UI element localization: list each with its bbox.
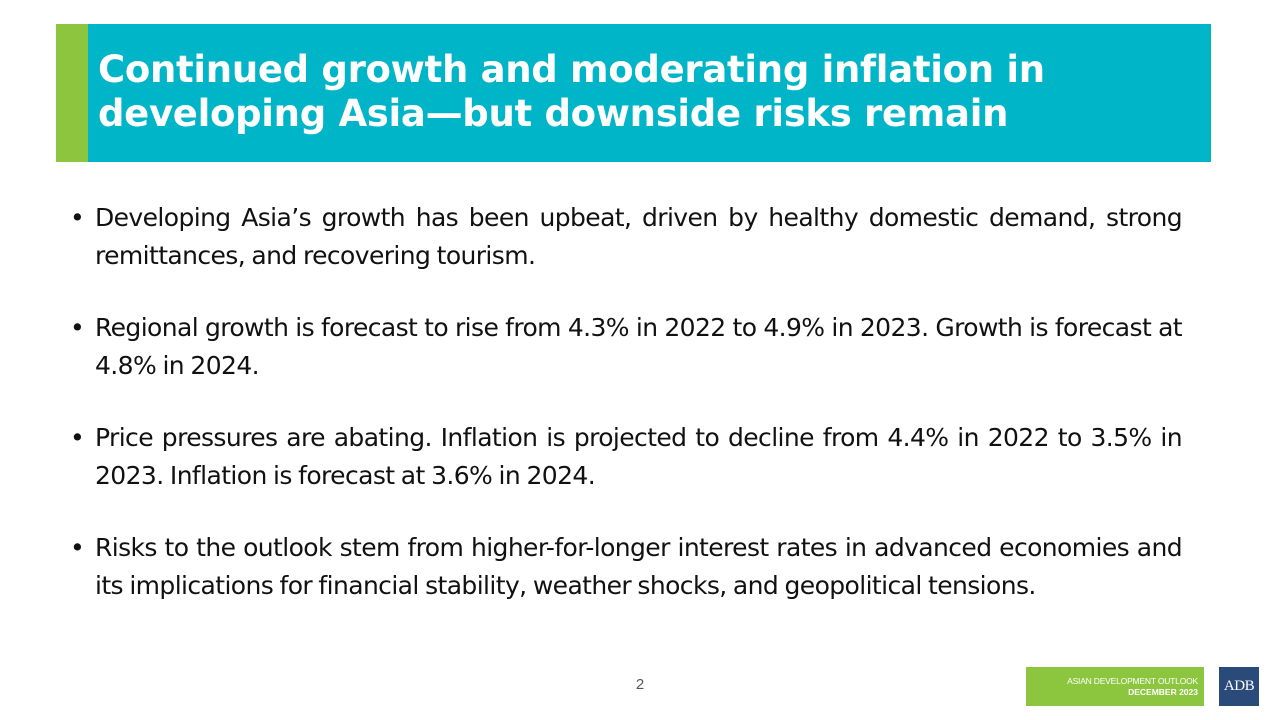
bullet-item bbox=[70, 199, 1182, 275]
slide-title: Continued growth and moderating inflation in developing Asia—but downside risks remain bbox=[98, 48, 1045, 135]
publication-badge bbox=[1026, 667, 1204, 706]
adb-logo: ADB bbox=[1219, 667, 1259, 706]
bullet-icon: • bbox=[70, 533, 85, 562]
page-number: 2 bbox=[635, 676, 645, 693]
title-banner bbox=[56, 24, 1211, 162]
bullet-text: Price pressures are abating. Inflation is projected to decline from 4.4% in 2022 to 3.5% in 2023. Inflation is forecast at 3.6% in 2024. bbox=[95, 423, 1182, 490]
bullet-list bbox=[70, 199, 1182, 639]
publication-name: ASIAN DEVELOPMENT OUTLOOK bbox=[1067, 676, 1198, 686]
bullet-icon: • bbox=[70, 423, 85, 452]
bullet-icon: • bbox=[70, 313, 85, 342]
bullet-text: Developing Asia’s growth has been upbeat, driven by healthy domestic demand, strong remittances, and recovering tourism. bbox=[95, 203, 1182, 270]
publication-edition: DECEMBER 2023 bbox=[1128, 687, 1198, 697]
bullet-text: Risks to the outlook stem from higher-for-longer interest rates in advanced economies and its implications for financial stability, weather shocks, and geopolitical tensions. bbox=[95, 533, 1182, 600]
bullet-item bbox=[70, 419, 1182, 495]
title-accent-stripe bbox=[56, 24, 88, 162]
bullet-item bbox=[70, 529, 1182, 605]
bullet-icon: • bbox=[70, 203, 85, 232]
bullet-item bbox=[70, 309, 1182, 385]
bullet-text: Regional growth is forecast to rise from 4.3% in 2022 to 4.9% in 2023. Growth is forecast at 4.8% in 2024. bbox=[95, 313, 1182, 380]
